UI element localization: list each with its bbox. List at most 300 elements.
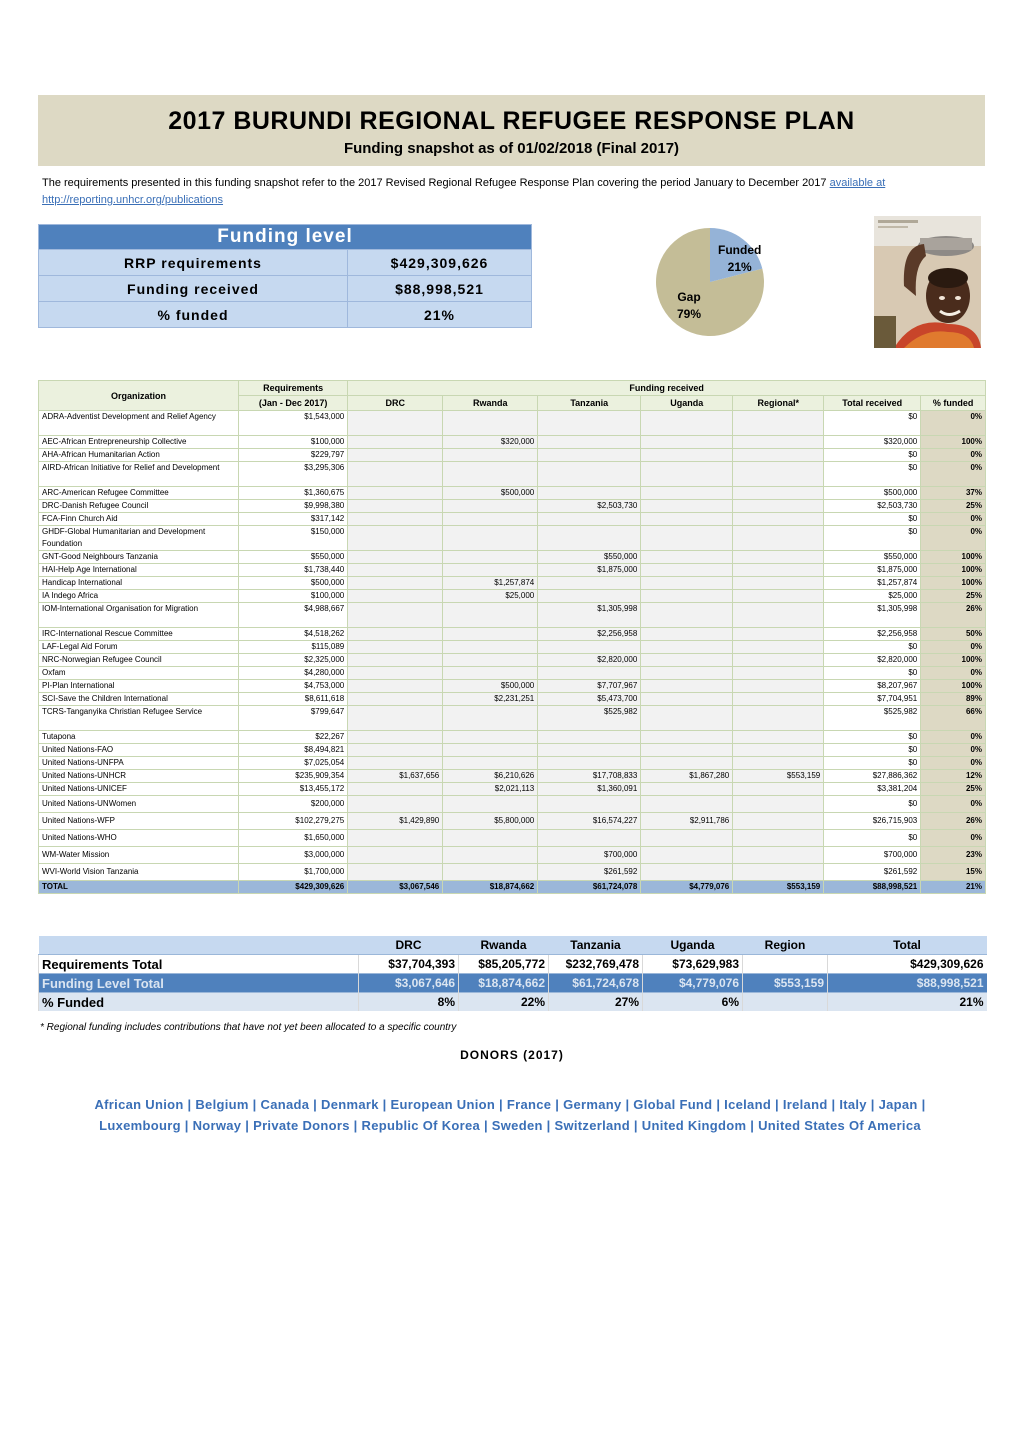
- reg-cell: [733, 603, 824, 628]
- pct-cell: 0%: [921, 796, 986, 813]
- donors-line-2: Luxembourg | Norway | Private Donors | Republic Of Korea | Sweden | Switzerland | United Kingdom | United States Of America: [99, 1118, 921, 1133]
- pct-cell: 0%: [921, 462, 986, 487]
- table-row: [39, 744, 986, 757]
- rrp-requirements-label: RRP requirements: [39, 250, 348, 276]
- rwa-cell: [443, 449, 538, 462]
- org-name-cell: United Nations-UNICEF: [39, 783, 239, 796]
- summary-cell: $37,704,393: [359, 955, 459, 974]
- drc-cell: [348, 551, 443, 564]
- rwa-cell: [443, 731, 538, 744]
- pct-cell: 23%: [921, 847, 986, 864]
- tza-cell: $1,360,091: [538, 783, 641, 796]
- drc-cell: [348, 462, 443, 487]
- table-row: [39, 641, 986, 654]
- pie-gap-pct: 79%: [677, 307, 702, 321]
- drc-cell: [348, 757, 443, 770]
- uga-cell: $1,867,280: [641, 770, 733, 783]
- tza-cell: [538, 731, 641, 744]
- drc-cell: [348, 487, 443, 500]
- org-name-cell: Tutapona: [39, 731, 239, 744]
- pct-cell: 26%: [921, 603, 986, 628]
- summary-cell: $3,067,646: [359, 974, 459, 993]
- summary-label: % Funded: [39, 993, 359, 1012]
- pct-cell: 0%: [921, 744, 986, 757]
- table-row: [39, 706, 986, 731]
- rwa-cell: [443, 500, 538, 513]
- table-row: [39, 603, 986, 628]
- pct-cell: 12%: [921, 770, 986, 783]
- tza-cell: [538, 796, 641, 813]
- req-cell: $200,000: [239, 796, 348, 813]
- rwa-cell: [443, 628, 538, 641]
- org-name-cell: Oxfam: [39, 667, 239, 680]
- col-drc: DRC: [348, 396, 443, 411]
- reg-cell: [733, 551, 824, 564]
- pie-label-gap: [677, 289, 701, 323]
- org-name-cell: United Nations-WHO: [39, 830, 239, 847]
- tot-cell: $0: [824, 744, 921, 757]
- tza-cell: $7,707,967: [538, 680, 641, 693]
- tot-cell: $0: [824, 757, 921, 770]
- reg-cell: [733, 449, 824, 462]
- org-name-cell: LAF-Legal Aid Forum: [39, 641, 239, 654]
- tot-cell: $1,257,874: [824, 577, 921, 590]
- org-name-cell: TCRS-Tanganyika Christian Refugee Service: [39, 706, 239, 731]
- tot-cell: $2,820,000: [824, 654, 921, 667]
- tza-cell: [538, 411, 641, 436]
- tot-cell: $2,503,730: [824, 500, 921, 513]
- uga-cell: $2,911,786: [641, 813, 733, 830]
- summary-label: Requirements Total: [39, 955, 359, 974]
- tot-cell: $27,886,362: [824, 770, 921, 783]
- summary-row-funding: [39, 974, 987, 993]
- req-cell: $115,089: [239, 641, 348, 654]
- summary-cell: $73,629,983: [643, 955, 743, 974]
- org-name-cell: GHDF-Global Humanitarian and Development Foundation: [39, 526, 239, 551]
- pct-cell: 66%: [921, 706, 986, 731]
- summary-col-uganda: Uganda: [643, 936, 743, 955]
- tza-cell: $2,503,730: [538, 500, 641, 513]
- reg-cell: [733, 628, 824, 641]
- rwa-cell: $500,000: [443, 680, 538, 693]
- tot-cell: $0: [824, 667, 921, 680]
- drc-cell: [348, 449, 443, 462]
- reg-cell: [733, 783, 824, 796]
- reg-cell: [733, 744, 824, 757]
- publications-link-prefix[interactable]: available at: [829, 177, 886, 189]
- req-cell: $317,142: [239, 513, 348, 526]
- summary-label: Funding Level Total: [39, 974, 359, 993]
- uga-cell: [641, 693, 733, 706]
- tza-cell: [538, 757, 641, 770]
- pct-cell: 15%: [921, 864, 986, 881]
- pie-label-funded: [718, 242, 761, 276]
- funding-pie-chart: [650, 222, 770, 342]
- donors-line-1: African Union | Belgium | Canada | Denmark | European Union | France | Germany | Global Fund | Iceland | Ireland | Italy | Japan |: [94, 1097, 926, 1112]
- summary-cell: 21%: [828, 993, 987, 1012]
- summary-cell: $88,998,521: [828, 974, 987, 993]
- reg-cell: [733, 680, 824, 693]
- uga-cell: [641, 551, 733, 564]
- uga-cell: [641, 487, 733, 500]
- drc-cell: [348, 564, 443, 577]
- req-cell: $229,797: [239, 449, 348, 462]
- drc-cell: [348, 654, 443, 667]
- tza-cell: [538, 449, 641, 462]
- tza-cell: $261,592: [538, 864, 641, 881]
- rwa-cell: $2,021,113: [443, 783, 538, 796]
- req-cell: $13,455,172: [239, 783, 348, 796]
- pct-cell: 100%: [921, 654, 986, 667]
- col-requirements: Requirements: [239, 381, 348, 396]
- rwa-cell: $18,874,662: [443, 881, 538, 894]
- rwa-cell: [443, 864, 538, 881]
- summary-cell: $85,205,772: [459, 955, 549, 974]
- table-row: [39, 796, 986, 813]
- uga-cell: [641, 462, 733, 487]
- summary-cell: $429,309,626: [828, 955, 987, 974]
- pct-cell: 25%: [921, 590, 986, 603]
- table-row: [39, 813, 986, 830]
- rwa-cell: $6,210,626: [443, 770, 538, 783]
- drc-cell: [348, 411, 443, 436]
- table-row: [39, 551, 986, 564]
- rwa-cell: [443, 757, 538, 770]
- tot-cell: $320,000: [824, 436, 921, 449]
- uga-cell: $4,779,076: [641, 881, 733, 894]
- uga-cell: [641, 603, 733, 628]
- rwa-cell: [443, 641, 538, 654]
- drc-cell: [348, 603, 443, 628]
- pct-cell: 100%: [921, 551, 986, 564]
- reg-cell: [733, 693, 824, 706]
- drc-cell: [348, 783, 443, 796]
- table-row: [39, 783, 986, 796]
- uga-cell: [641, 564, 733, 577]
- org-name-cell: ADRA-Adventist Development and Relief Agency: [39, 411, 239, 436]
- summary-cell: 6%: [643, 993, 743, 1012]
- tza-cell: $17,708,833: [538, 770, 641, 783]
- table-total-row: [39, 881, 986, 894]
- pct-cell: 100%: [921, 680, 986, 693]
- tza-cell: [538, 744, 641, 757]
- tza-cell: $61,724,078: [538, 881, 641, 894]
- org-name-cell: AEC-African Entrepreneurship Collective: [39, 436, 239, 449]
- drc-cell: [348, 731, 443, 744]
- uga-cell: [641, 577, 733, 590]
- summary-row-requirements: [39, 955, 987, 974]
- donors-title: DONORS (2017): [460, 1048, 564, 1062]
- tza-cell: [538, 462, 641, 487]
- tza-cell: $16,574,227: [538, 813, 641, 830]
- reg-cell: [733, 564, 824, 577]
- rwa-cell: [443, 603, 538, 628]
- col-uganda: Uganda: [641, 396, 733, 411]
- reg-cell: [733, 411, 824, 436]
- table-row: [39, 654, 986, 667]
- reg-cell: [733, 526, 824, 551]
- summary-cell: $232,769,478: [549, 955, 643, 974]
- pct-cell: 0%: [921, 526, 986, 551]
- reg-cell: [733, 667, 824, 680]
- tot-cell: $0: [824, 526, 921, 551]
- pct-cell: 0%: [921, 513, 986, 526]
- pct-cell: 21%: [921, 881, 986, 894]
- uga-cell: [641, 830, 733, 847]
- pct-cell: 89%: [921, 693, 986, 706]
- tza-cell: [538, 830, 641, 847]
- tot-cell: $0: [824, 641, 921, 654]
- page-subtitle: Funding snapshot as of 01/02/2018 (Final 2017): [343, 140, 680, 157]
- pct-cell: 100%: [921, 436, 986, 449]
- reg-cell: [733, 847, 824, 864]
- funding-received-value: $88,998,521: [348, 276, 532, 302]
- summary-col-region: Region: [743, 936, 828, 955]
- table-row: [39, 731, 986, 744]
- req-cell: $2,325,000: [239, 654, 348, 667]
- uga-cell: [641, 500, 733, 513]
- rwa-cell: $1,257,874: [443, 577, 538, 590]
- org-name-cell: Handicap International: [39, 577, 239, 590]
- tza-cell: [538, 436, 641, 449]
- uga-cell: [641, 757, 733, 770]
- col-total-received: Total received: [824, 396, 921, 411]
- intro-text: The requirements presented in this funding snapshot refer to the 2017 Revised Regional Refugee Response Plan covering the period January to December 2017: [42, 177, 827, 189]
- req-cell: $1,738,440: [239, 564, 348, 577]
- drc-cell: [348, 513, 443, 526]
- drc-cell: $1,637,656: [348, 770, 443, 783]
- pie-gap-label: Gap: [677, 290, 701, 304]
- tza-cell: $2,256,958: [538, 628, 641, 641]
- req-cell: $4,753,000: [239, 680, 348, 693]
- org-name-cell: TOTAL: [39, 881, 239, 894]
- uga-cell: [641, 513, 733, 526]
- table-row: [39, 667, 986, 680]
- org-name-cell: United Nations-WFP: [39, 813, 239, 830]
- rwa-cell: $320,000: [443, 436, 538, 449]
- tza-cell: $5,473,700: [538, 693, 641, 706]
- title-banner: [38, 95, 985, 166]
- funding-level-title: Funding level: [39, 225, 532, 250]
- publications-link[interactable]: http://reporting.unhcr.org/publications: [42, 194, 224, 206]
- col-period: (Jan - Dec 2017): [239, 396, 348, 411]
- funding-received-label: Funding received: [39, 276, 348, 302]
- funding-level-table: [38, 224, 532, 328]
- tot-cell: $0: [824, 731, 921, 744]
- req-cell: $1,360,675: [239, 487, 348, 500]
- uga-cell: [641, 847, 733, 864]
- summary-cell: $4,779,076: [643, 974, 743, 993]
- drc-cell: [348, 500, 443, 513]
- pct-cell: 0%: [921, 667, 986, 680]
- summary-col-drc: DRC: [359, 936, 459, 955]
- org-name-cell: FCA-Finn Church Aid: [39, 513, 239, 526]
- drc-cell: [348, 744, 443, 757]
- reg-cell: $553,159: [733, 770, 824, 783]
- tot-cell: $88,998,521: [824, 881, 921, 894]
- rwa-cell: [443, 411, 538, 436]
- tot-cell: $0: [824, 830, 921, 847]
- org-name-cell: NRC-Norwegian Refugee Council: [39, 654, 239, 667]
- uga-cell: [641, 449, 733, 462]
- col-organization: Organization: [39, 381, 239, 411]
- summary-cell: 27%: [549, 993, 643, 1012]
- tot-cell: $3,381,204: [824, 783, 921, 796]
- drc-cell: [348, 667, 443, 680]
- table-row: [39, 693, 986, 706]
- tot-cell: $261,592: [824, 864, 921, 881]
- table-row: [39, 526, 986, 551]
- reg-cell: [733, 436, 824, 449]
- drc-cell: [348, 436, 443, 449]
- regional-footnote: * Regional funding includes contributions that have not yet been allocated to a specific country: [40, 1022, 457, 1033]
- tza-cell: [538, 667, 641, 680]
- drc-cell: [348, 830, 443, 847]
- pct-cell: 50%: [921, 628, 986, 641]
- summary-col-rwanda: Rwanda: [459, 936, 549, 955]
- reg-cell: $553,159: [733, 881, 824, 894]
- summary-cell: $18,874,662: [459, 974, 549, 993]
- req-cell: $429,309,626: [239, 881, 348, 894]
- req-cell: $8,494,821: [239, 744, 348, 757]
- tot-cell: $700,000: [824, 847, 921, 864]
- tot-cell: $2,256,958: [824, 628, 921, 641]
- uga-cell: [641, 526, 733, 551]
- org-name-cell: IA Indego Africa: [39, 590, 239, 603]
- summary-cell: 22%: [459, 993, 549, 1012]
- drc-cell: [348, 706, 443, 731]
- tza-cell: $550,000: [538, 551, 641, 564]
- req-cell: $4,988,667: [239, 603, 348, 628]
- reg-cell: [733, 796, 824, 813]
- rwa-cell: $2,231,251: [443, 693, 538, 706]
- req-cell: $150,000: [239, 526, 348, 551]
- pct-cell: 0%: [921, 641, 986, 654]
- req-cell: $1,650,000: [239, 830, 348, 847]
- uga-cell: [641, 706, 733, 731]
- reg-cell: [733, 462, 824, 487]
- reg-cell: [733, 513, 824, 526]
- reg-cell: [733, 641, 824, 654]
- org-name-cell: AIRD-African Initiative for Relief and Development: [39, 462, 239, 487]
- reg-cell: [733, 757, 824, 770]
- reg-cell: [733, 487, 824, 500]
- drc-cell: [348, 577, 443, 590]
- drc-cell: [348, 847, 443, 864]
- summary-table: [38, 936, 987, 1011]
- rrp-requirements-value: $429,309,626: [348, 250, 532, 276]
- tza-cell: $1,305,998: [538, 603, 641, 628]
- rwa-cell: [443, 526, 538, 551]
- tza-cell: $700,000: [538, 847, 641, 864]
- org-name-cell: United Nations-FAO: [39, 744, 239, 757]
- pie-funded-label: Funded: [718, 243, 762, 257]
- table-row: [39, 590, 986, 603]
- tza-cell: $1,875,000: [538, 564, 641, 577]
- drc-cell: [348, 680, 443, 693]
- rwa-cell: [443, 462, 538, 487]
- uga-cell: [641, 783, 733, 796]
- org-name-cell: DRC-Danish Refugee Council: [39, 500, 239, 513]
- drc-cell: [348, 628, 443, 641]
- rwa-cell: [443, 796, 538, 813]
- pct-cell: 0%: [921, 449, 986, 462]
- tot-cell: $0: [824, 796, 921, 813]
- table-row: [39, 680, 986, 693]
- rwa-cell: [443, 830, 538, 847]
- table-row: [39, 513, 986, 526]
- col-pct-funded: % funded: [921, 396, 986, 411]
- tot-cell: $7,704,951: [824, 693, 921, 706]
- org-name-cell: SCI-Save the Children International: [39, 693, 239, 706]
- pct-cell: 0%: [921, 411, 986, 436]
- table-row: [39, 564, 986, 577]
- uga-cell: [641, 411, 733, 436]
- drc-cell: [348, 641, 443, 654]
- rwa-cell: [443, 706, 538, 731]
- tot-cell: $8,207,967: [824, 680, 921, 693]
- reg-cell: [733, 654, 824, 667]
- pct-cell: 100%: [921, 564, 986, 577]
- tza-cell: [538, 487, 641, 500]
- tot-cell: $0: [824, 462, 921, 487]
- tot-cell: $1,305,998: [824, 603, 921, 628]
- table-row: [39, 830, 986, 847]
- uga-cell: [641, 731, 733, 744]
- table-row: [39, 757, 986, 770]
- req-cell: $100,000: [239, 590, 348, 603]
- tot-cell: $0: [824, 449, 921, 462]
- table-body: [39, 411, 986, 894]
- org-name-cell: ARC-American Refugee Committee: [39, 487, 239, 500]
- tza-cell: $525,982: [538, 706, 641, 731]
- uga-cell: [641, 590, 733, 603]
- tot-cell: $26,715,903: [824, 813, 921, 830]
- req-cell: $550,000: [239, 551, 348, 564]
- req-cell: $3,000,000: [239, 847, 348, 864]
- req-cell: $500,000: [239, 577, 348, 590]
- pct-cell: 25%: [921, 783, 986, 796]
- tot-cell: $25,000: [824, 590, 921, 603]
- table-row: [39, 500, 986, 513]
- rwa-cell: [443, 551, 538, 564]
- org-name-cell: United Nations-UNWomen: [39, 796, 239, 813]
- intro-paragraph: [42, 175, 982, 209]
- uga-cell: [641, 680, 733, 693]
- uga-cell: [641, 744, 733, 757]
- uga-cell: [641, 641, 733, 654]
- rwa-cell: [443, 654, 538, 667]
- pct-cell: 37%: [921, 487, 986, 500]
- org-name-cell: WVI-World Vision Tanzania: [39, 864, 239, 881]
- table-row: [39, 577, 986, 590]
- rwa-cell: $25,000: [443, 590, 538, 603]
- table-row: [39, 436, 986, 449]
- tza-cell: $2,820,000: [538, 654, 641, 667]
- summary-row-pct-funded: [39, 993, 987, 1012]
- pct-cell: 26%: [921, 813, 986, 830]
- donors-list: [40, 1094, 980, 1136]
- summary-corner: [39, 936, 359, 955]
- reg-cell: [733, 813, 824, 830]
- org-name-cell: IRC-International Rescue Committee: [39, 628, 239, 641]
- org-name-cell: GNT-Good Neighbours Tanzania: [39, 551, 239, 564]
- uga-cell: [641, 667, 733, 680]
- summary-cell: $553,159: [743, 974, 828, 993]
- pct-funded-label: % funded: [39, 302, 348, 328]
- reg-cell: [733, 731, 824, 744]
- drc-cell: [348, 590, 443, 603]
